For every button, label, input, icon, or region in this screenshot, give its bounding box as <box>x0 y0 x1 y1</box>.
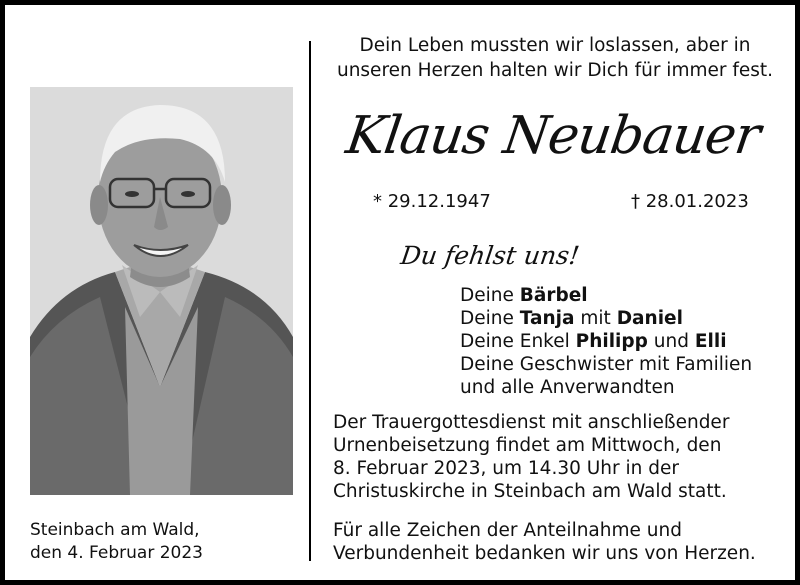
motto-line-1: Dein Leben mussten wir loslassen, aber in <box>359 35 751 56</box>
miss-you-script: Du fehlst uns! <box>398 241 582 270</box>
mourner-line: und alle Anverwandten <box>460 377 675 398</box>
mourner-line: Deine Bärbel <box>460 285 588 306</box>
thanks-note <box>333 519 756 565</box>
motto-line-2: unseren Herzen halten wir Dich für immer fest. <box>336 60 774 81</box>
portrait-photo <box>30 87 293 495</box>
service-line-3: 8. Februar 2023, um 14.30 Uhr in der <box>333 458 679 479</box>
deceased-name: Klaus Neubauer <box>342 106 764 166</box>
thanks-line-2: Verbundenheit bedanken wir uns von Herzen. <box>333 543 756 564</box>
thanks-line-1: Für alle Zeichen der Anteilnahme und <box>333 520 682 541</box>
service-line-2: Urnenbeisetzung findet am Mittwoch, den <box>333 435 722 456</box>
place-line-2: den 4. Februar 2023 <box>30 543 203 563</box>
service-announcement <box>333 411 729 503</box>
mourner-line: Deine Geschwister mit Familien <box>460 354 753 375</box>
motto <box>335 33 775 83</box>
place-and-date <box>30 519 203 565</box>
service-line-1: Der Trauergottesdienst mit anschließender <box>333 412 730 433</box>
vertical-divider <box>309 41 311 561</box>
service-line-4: Christuskirche in Steinbach am Wald statt. <box>333 481 727 502</box>
mourners-list <box>460 284 752 399</box>
place-line-1: Steinbach am Wald, <box>30 520 200 540</box>
birth-date: * 29.12.1947 <box>373 191 491 212</box>
mourner-line: Deine Enkel Philipp und Elli <box>460 331 727 352</box>
portrait-illustration <box>30 87 293 495</box>
death-date: † 28.01.2023 <box>631 191 749 212</box>
mourner-line: Deine Tanja mit Daniel <box>460 308 683 329</box>
